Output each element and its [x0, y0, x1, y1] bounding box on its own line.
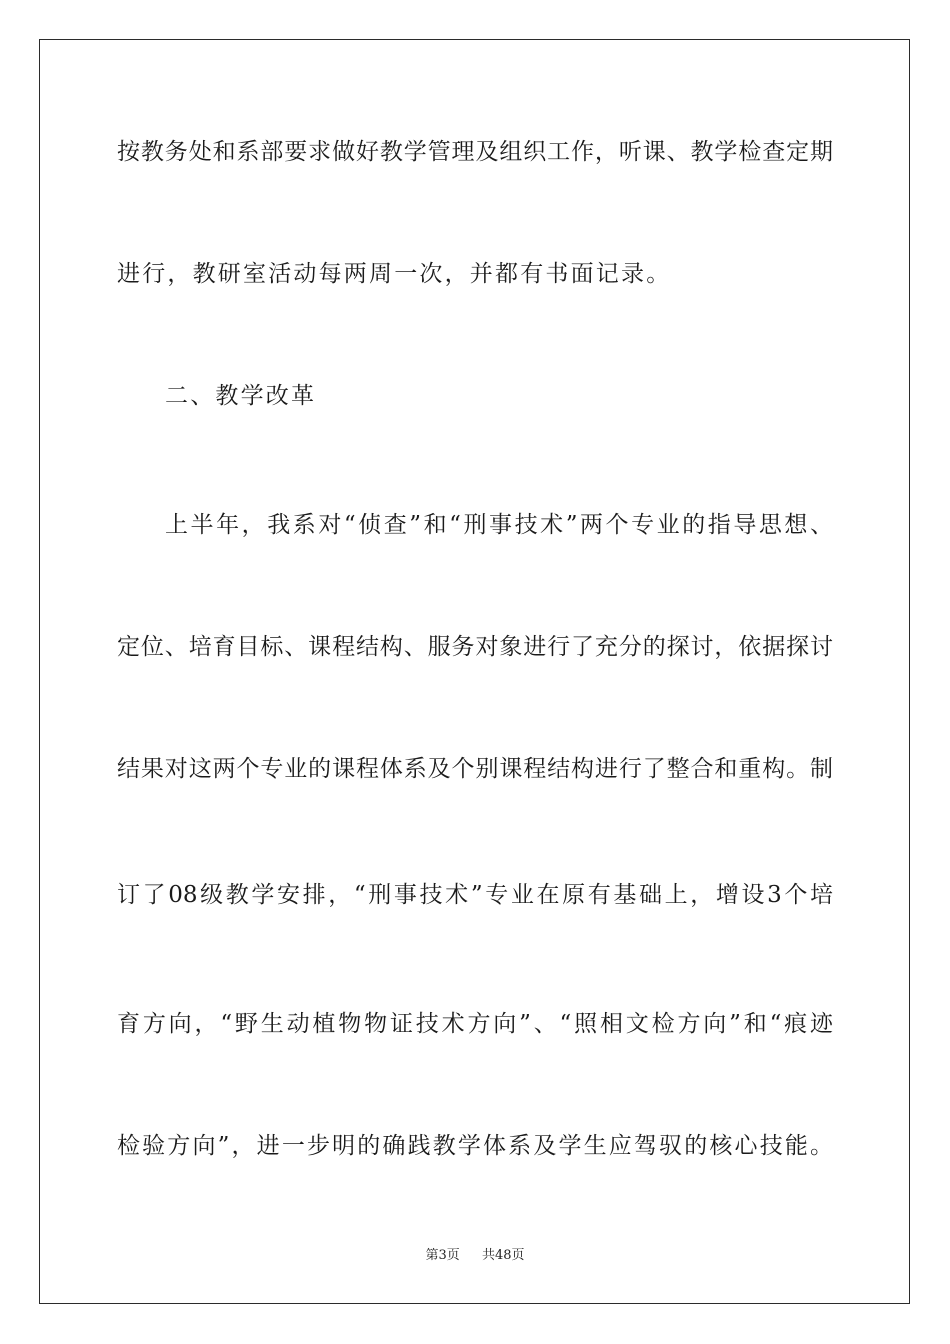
paragraph-2-line-4: 订了08级教学安排，“刑事技术”专业在原有基础上，增设3个培 — [117, 882, 833, 908]
total-pages: 共48页 — [482, 1248, 525, 1263]
page-footer — [0, 1248, 950, 1264]
paragraph-2-line-6: 检验方向”，进一步明的确践教学体系及学生应驾驭的核心技能。 — [117, 1133, 833, 1159]
paragraph-2-line-2: 定位、培育目标、课程结构、服务对象进行了充分的探讨，依据探讨 — [117, 634, 833, 660]
paragraph-2-line-5: 育方向，“野生动植物物证技术方向”、“照相文检方向”和“痕迹 — [117, 1011, 833, 1037]
paragraph-2-line-1: 上半年，我系对“侦查”和“刑事技术”两个专业的指导思想、 — [165, 512, 833, 538]
paragraph-2-line-3: 结果对这两个专业的课程体系及个别课程结构进行了整合和重构。制 — [117, 756, 833, 782]
section-heading: 二、教学改革 — [165, 383, 317, 409]
paragraph-1-line-2: 进行，教研室活动每两周一次，并都有书面记录。 — [117, 261, 672, 287]
page-number: 第3页 — [425, 1248, 460, 1263]
paragraph-1-line-1: 按教务处和系部要求做好教学管理及组织工作，听课、教学检查定期 — [117, 139, 833, 165]
page-border — [39, 39, 910, 1304]
